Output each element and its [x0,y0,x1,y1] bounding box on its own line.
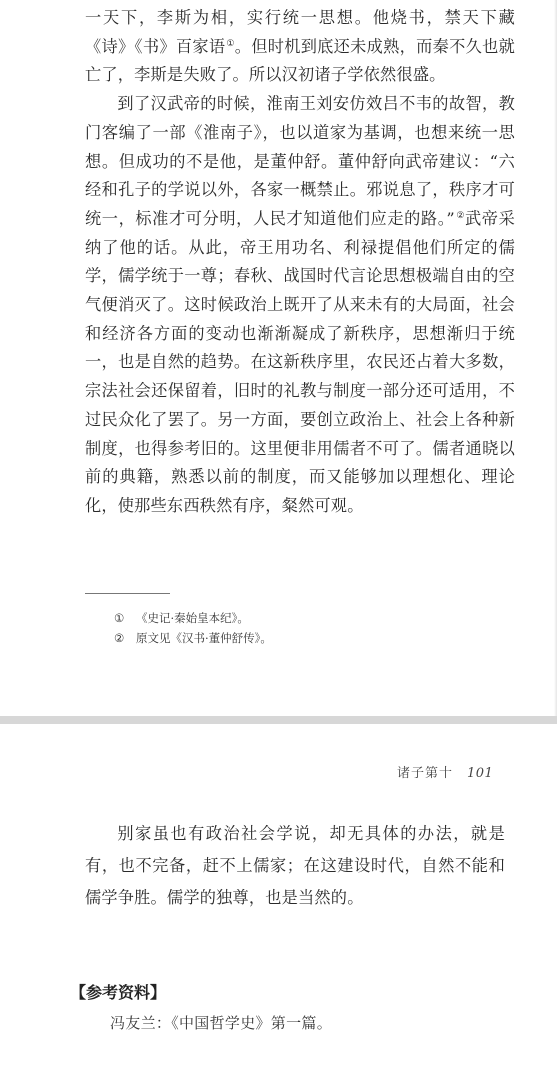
lower-page-body-text [85,818,505,914]
running-head [397,762,493,781]
footnote-text: 原文见《汉书·董仲舒传》。 [136,631,272,645]
upper-page-body-text [85,4,515,521]
paragraph [85,4,515,90]
page-separator [0,716,557,724]
footnote-reference[interactable]: ① [226,38,235,49]
footnote-mark: ① [114,611,125,625]
running-head-title: 诸子第十 [397,766,454,781]
paragraph: 别家虽也有政治社会学说，却无具体的办法，就是有，也不完备，赶不上儒家；在这建设时代，自然不能和儒学争胜。儒学的独尊，也是当然的。 [85,824,505,907]
text-run: 。但时机到底还未成熟，而秦不久也就亡了，李斯是失败了。所以汉初诸子学依然很盛。 [85,36,515,85]
text-run: 到了汉武帝的时候，淮南王刘安仿效吕不韦的故智，教门客编了一部《淮南子》，也以道家为基调，也想来统一思想。但成功的不是他，是董仲舒。董仲舒向武帝建议：“六经和孔子的学说以外，各家一概禁止。邪说息了，秩序才可统一，标准才可分明，人民才知道他们应走的路。” [85,94,515,228]
footnote-list [114,608,272,648]
footnote-item [114,628,272,648]
footnote-mark: ② [114,631,125,645]
paragraph [85,90,515,521]
footnote-item [114,608,272,628]
footnote-divider [85,593,170,594]
references-heading: 【参考资料】 [70,983,167,1002]
text-run: 一天下，李斯为相，实行统一思想。他烧书，禁天下藏《诗》《书》百家语 [85,8,515,56]
footnote-reference[interactable]: ② [455,210,465,221]
footnote-text: 《史记·秦始皇本纪》。 [136,611,249,625]
text-run: 武帝采纳了他的话。从此，帝王用功名、利禄提倡他们所定的儒学，儒学统于一尊；春秋、战国时代言论思想极端自由的空气便消灭了。这时候政治上既开了从来未有的大局面，社会和经济各方面的变动也渐渐凝成了新秩序，思想渐归于统一，也是自然的趋势。在这新秩序里，农民还占着大多数，宗法社会还保留着，旧时的礼教与制度一部分还可适用，不过民众化了罢了。另一方面，要创立政治上、社会上各种新制度，也得参考旧的。这里便非用儒者不可了。儒者通晓以前的典籍，熟悉以前的制度，而又能够加以理想化、理论化，使那些东西秩然有序，粲然可观。 [85,208,515,515]
page-number: 101 [467,766,494,781]
reference-item: 冯友兰：《中国哲学史》第一篇。 [110,1014,333,1032]
